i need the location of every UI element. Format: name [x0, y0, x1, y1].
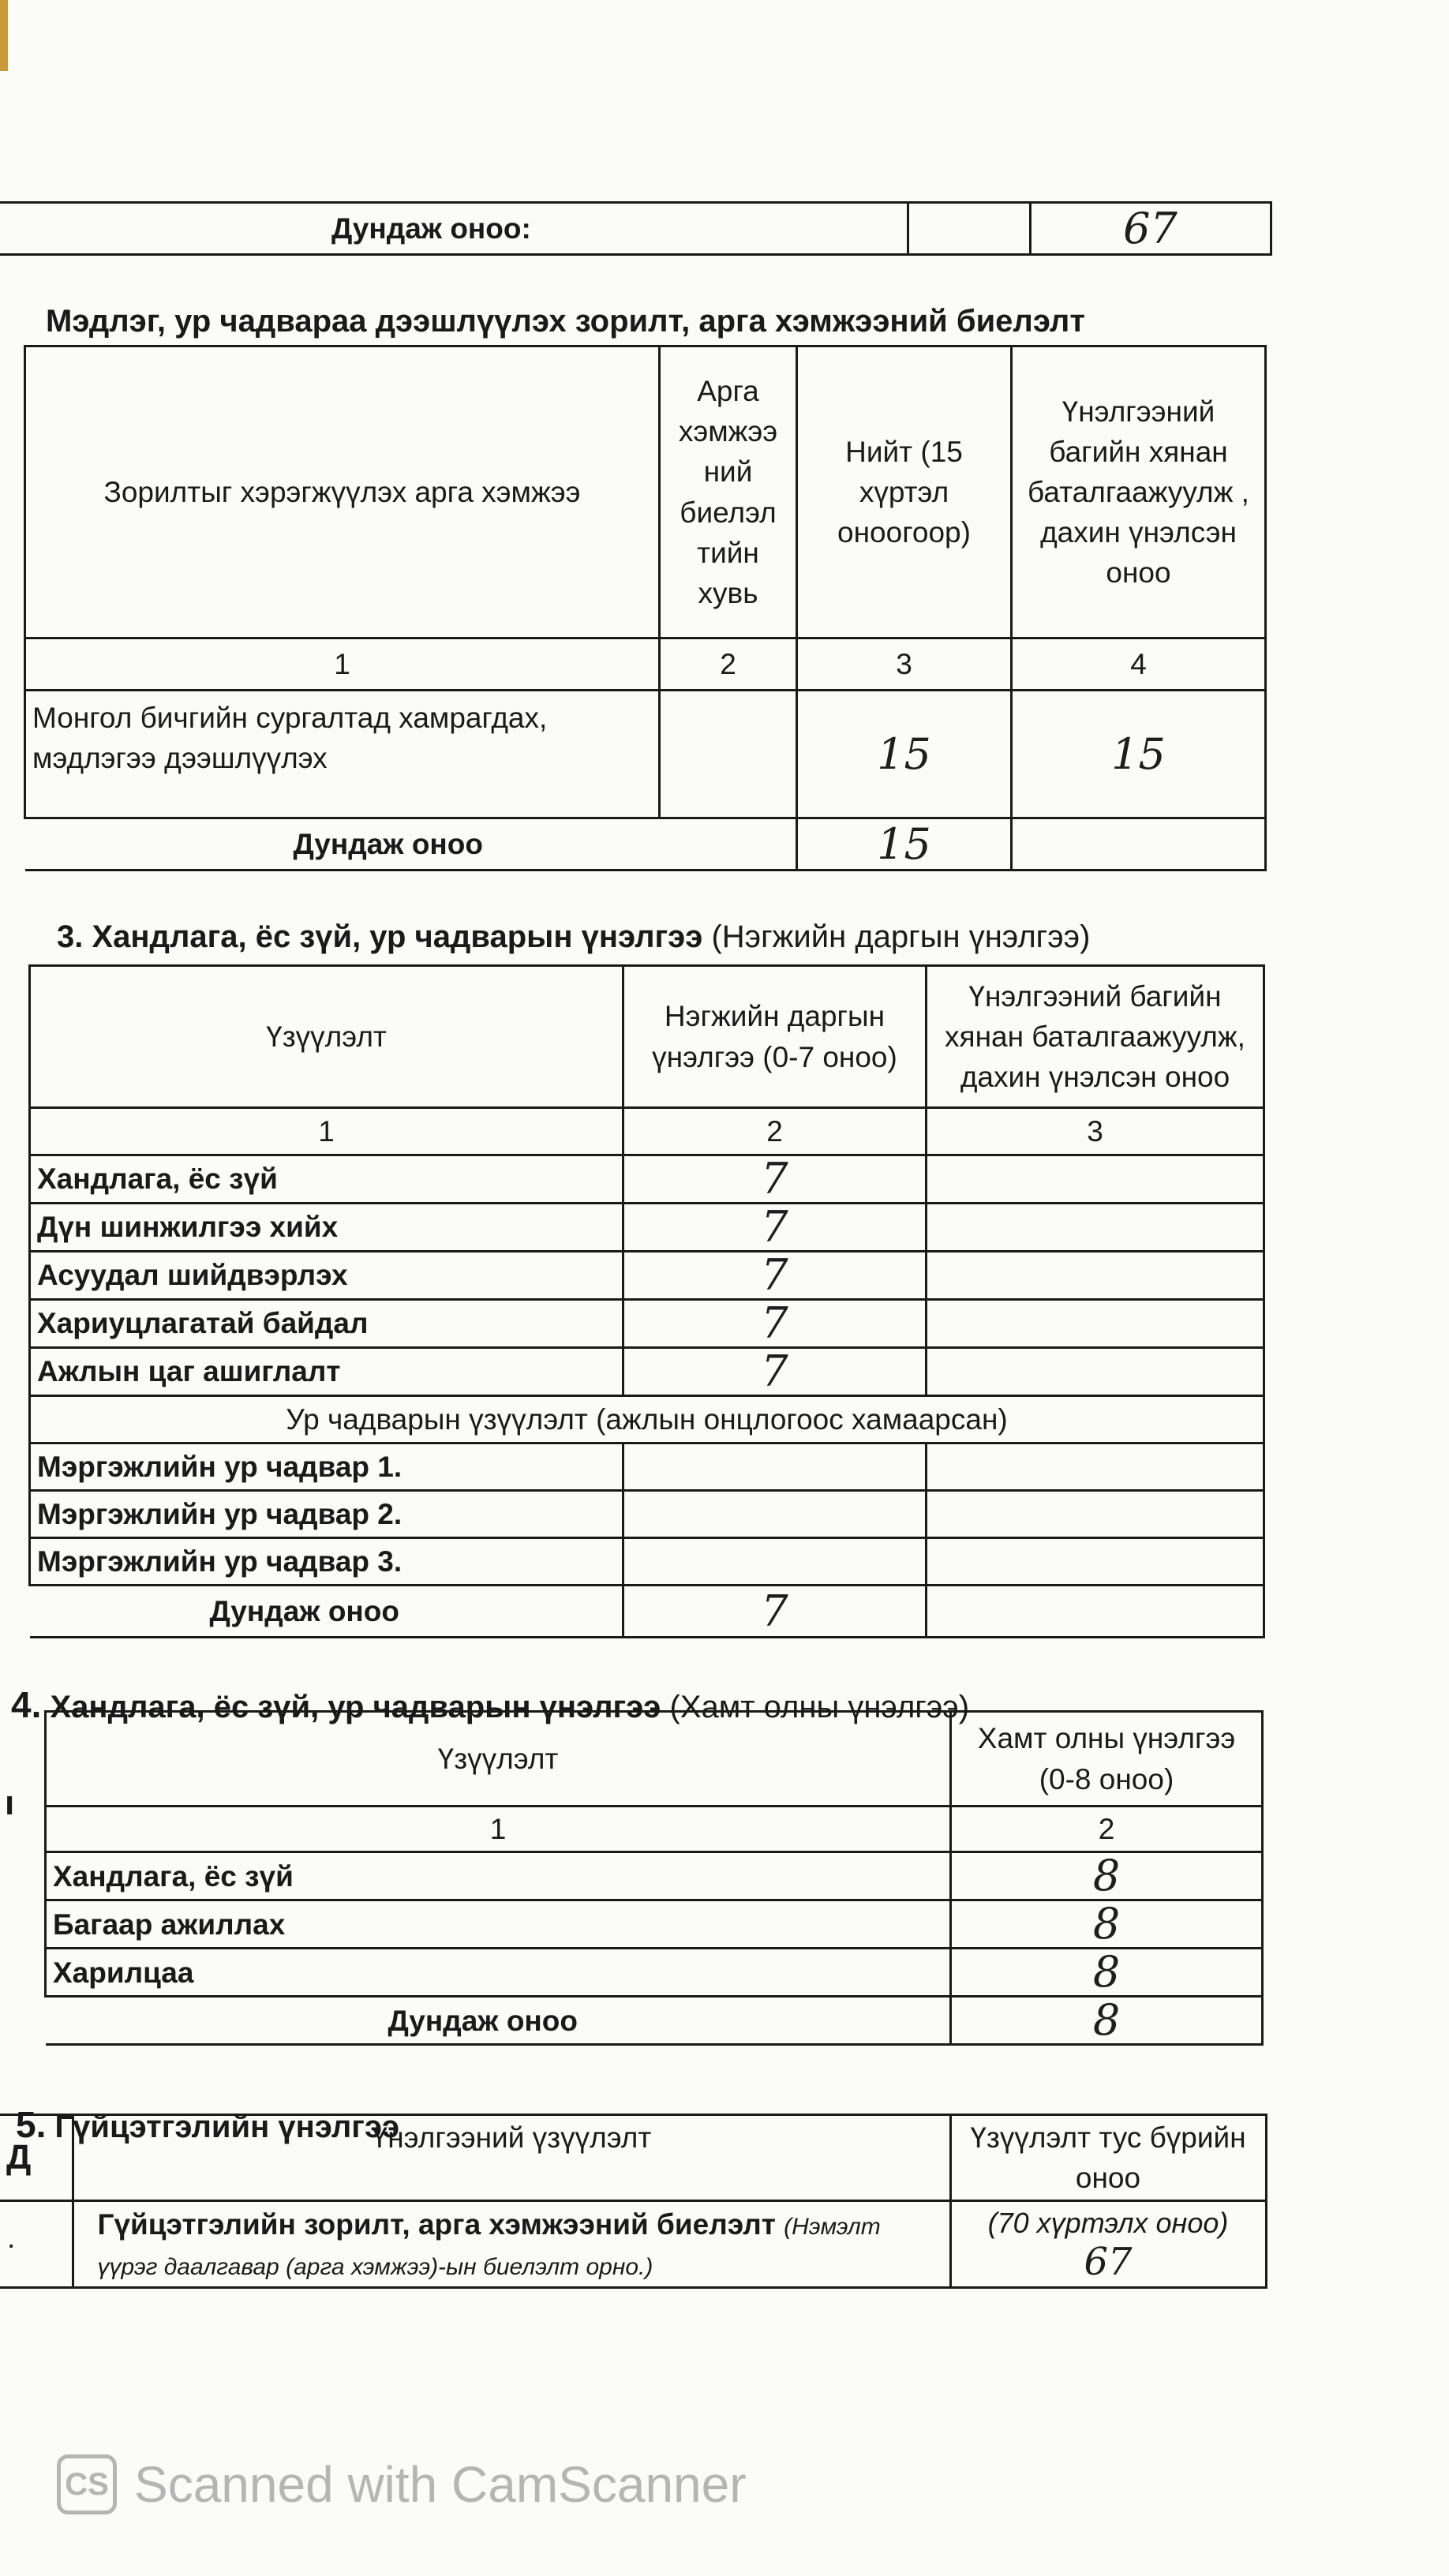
s3-skill-team: [927, 1443, 1264, 1491]
s3-row-score: 7: [623, 1252, 927, 1300]
s4-header-team-score: Хамт олны үнэлгээ (0-8 оноо): [951, 1712, 1263, 1807]
s4-average-value: 8: [951, 1997, 1263, 2045]
left-margin-mark: ı: [5, 1784, 15, 1822]
s3-skill-label: Мэргэжлийн ур чадвар 2.: [30, 1491, 623, 1538]
s3-skills-header: Ур чадварын үзүүлэлт (ажлын онцлогоос хамаарсан): [30, 1396, 1264, 1443]
s3-average-label: Дундаж оноо: [30, 1586, 623, 1638]
s3-skill-label: Мэргэжлийн ур чадвар 1.: [30, 1443, 623, 1491]
s5-row-num: ·: [0, 2201, 73, 2288]
top-summary-table: [0, 201, 1272, 256]
section4-number: 4.: [11, 1684, 42, 1725]
s4-colnum-1: 1: [46, 1807, 951, 1852]
s4-row-label: Багаар ажиллах: [46, 1900, 951, 1949]
top-empty-cell: [908, 203, 1030, 255]
section4-title-paren: (Хамт олны үнэлгээ): [669, 1690, 970, 1724]
s3-row-score: 7: [623, 1348, 927, 1396]
s3-average-value: 7: [623, 1586, 927, 1638]
s5-points-note: (70 хүртэлх оноо): [987, 2207, 1229, 2240]
section2-table: [24, 345, 1267, 871]
s3-colnum-1: 1: [30, 1108, 623, 1155]
camscanner-watermark-text: Scanned with CamScanner: [134, 2456, 747, 2513]
s5-row-points: [950, 2201, 1266, 2288]
page-edge-mark: [0, 0, 8, 71]
s2-average-empty: [1012, 818, 1266, 871]
s3-header-head-score: Нэгжийн даргын үнэлгээ (0-7 оноо): [623, 966, 927, 1108]
s5-row-score: 67: [1084, 2239, 1133, 2284]
s4-row-score: 8: [951, 1852, 1263, 1900]
s3-average-empty: [927, 1586, 1264, 1638]
s5-row-main: Гүйцэтгэлийн зорилт, арга хэмжээний биелэлт: [97, 2207, 776, 2241]
camscanner-logo-icon: CS: [57, 2454, 117, 2514]
s3-skill-team: [927, 1491, 1264, 1538]
s3-colnum-2: 2: [623, 1108, 927, 1155]
section3-table: [28, 964, 1265, 1638]
s3-header-team: Үнэлгээний багийн хянан баталгаажуулж, дахин үнэлсэн оноо: [927, 966, 1264, 1108]
s4-row-score: 8: [951, 1949, 1263, 1997]
s3-row-label: Хандлага, ёс зүй: [30, 1155, 623, 1204]
section5-title-main: Гүйцэтгэлийн үнэлгээ: [54, 2110, 400, 2144]
s2-row-total: 15: [797, 691, 1012, 818]
section4-table: [44, 1710, 1264, 2046]
s3-skill-score: [623, 1538, 927, 1586]
section5-table: [0, 2114, 1267, 2289]
section3-title: [57, 919, 1090, 955]
s3-row-team: [927, 1300, 1264, 1348]
s2-header-team: Үнэлгээний багийн хянан баталгаажуулж , дахин үнэлсэн оноо: [1012, 346, 1266, 638]
s3-row-score: 7: [623, 1155, 927, 1204]
s4-row-label: Харилцаа: [46, 1949, 951, 1997]
s3-row-score: 7: [623, 1204, 927, 1252]
s3-row-label: Ажлын цаг ашиглалт: [30, 1348, 623, 1396]
s4-colnum-2: 2: [951, 1807, 1263, 1852]
s4-average-label: Дундаж оноо: [46, 1997, 951, 2045]
s5-col-d: Д: [0, 2115, 73, 2201]
s2-header-measure: Зорилтыг хэрэгжүүлэх арга хэмжээ: [25, 346, 660, 638]
s3-row-team: [927, 1252, 1264, 1300]
s2-average-label: Дундаж оноо: [25, 818, 797, 871]
camscanner-watermark: [57, 2454, 747, 2514]
s5-header-points: Үзүүлэлт тус бүрийн оноо: [950, 2115, 1266, 2201]
section2-title: Мэдлэг, ур чадвараа дээшлүүлэх зорилт, арга хэмжээний биелэлт: [46, 304, 1085, 339]
s4-row-score: 8: [951, 1900, 1263, 1949]
s3-row-label: Хариуцлагатай байдал: [30, 1300, 623, 1348]
s2-colnum-3: 3: [797, 638, 1012, 691]
s2-average-value: 15: [797, 818, 1012, 871]
top-average-label: Дундаж оноо:: [0, 203, 908, 255]
s3-row-team: [927, 1204, 1264, 1252]
s2-row-percent: [660, 691, 797, 818]
s2-row-measure: Монгол бичгийн сургалтад хамрагдах, мэдлэгээ дээшлүүлэх: [25, 691, 660, 818]
s2-colnum-1: 1: [25, 638, 660, 691]
s4-header-indicator: Үзүүлэлт: [46, 1712, 951, 1807]
s3-row-label: Дүн шинжилгээ хийх: [30, 1204, 623, 1252]
s3-skill-team: [927, 1538, 1264, 1586]
s3-row-score: 7: [623, 1300, 927, 1348]
s2-row-team: 15: [1012, 691, 1266, 818]
section3-title-main: 3. Хандлага, ёс зүй, ур чадварын үнэлгээ: [57, 919, 703, 954]
s3-row-label: Асуудал шийдвэрлэх: [30, 1252, 623, 1300]
section3-title-paren: (Нэгжийн даргын үнэлгээ): [711, 919, 1091, 954]
s2-colnum-4: 4: [1012, 638, 1266, 691]
section5-number: 5.: [16, 2104, 47, 2145]
section4-title-main: Хандлага, ёс зүй, ур чадварын үнэлгээ: [50, 1690, 661, 1724]
s2-colnum-2: 2: [660, 638, 797, 691]
s3-colnum-3: 3: [927, 1108, 1264, 1155]
s3-skill-score: [623, 1443, 927, 1491]
s3-skill-label: Мэргэжлийн ур чадвар 3.: [30, 1538, 623, 1586]
s4-row-label: Хандлага, ёс зүй: [46, 1852, 951, 1900]
s5-row-indicator: [73, 2201, 950, 2288]
s5-header-indicator: Үнэлгээний үзүүлэлт: [73, 2115, 950, 2201]
s2-header-total: Нийт (15 хүртэл оноогоор): [797, 346, 1012, 638]
s3-header-indicator: Үзүүлэлт: [30, 966, 623, 1108]
s3-skill-score: [623, 1491, 927, 1538]
s5-row-note: (Нэмэлт үүрэг даалгавар (арга хэмжээ)-ын биелэлт орно.): [97, 2213, 881, 2280]
s3-row-team: [927, 1155, 1264, 1204]
s2-header-percent: Арга хэмжээ ний биелэл тийн хувь: [660, 346, 797, 638]
s3-row-team: [927, 1348, 1264, 1396]
top-average-value: 67: [1030, 203, 1271, 255]
